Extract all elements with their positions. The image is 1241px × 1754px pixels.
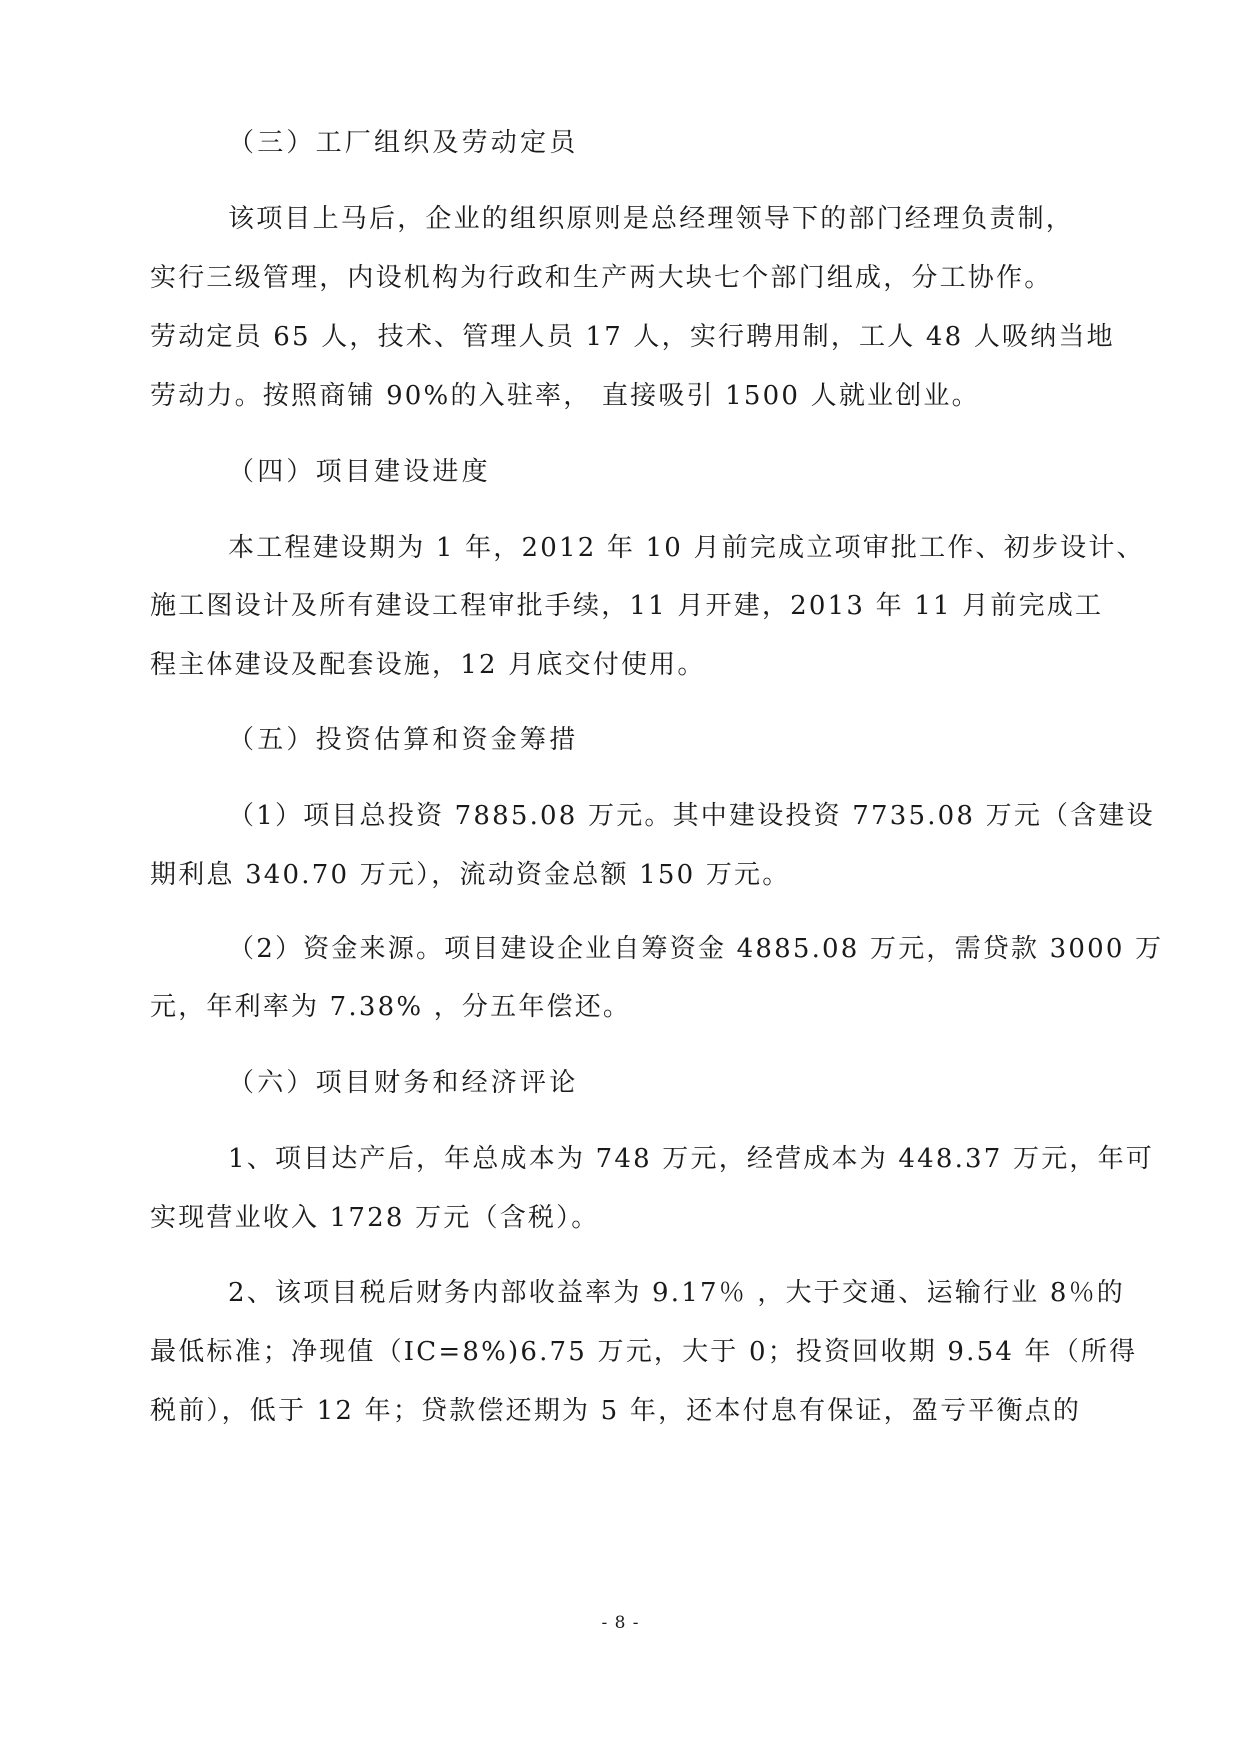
section-heading-investment: （五）投资估算和资金筹措 (228, 725, 579, 755)
page-number: - 8 - (601, 1613, 640, 1633)
paragraph-line: 施工图设计及所有建设工程审批手续，11 月开建，2013 年 11 月前完成工 (150, 591, 1104, 621)
paragraph-line: （2）资金来源。项目建设企业自筹资金 4885.08 万元，需贷款 3000 万 (228, 934, 1164, 964)
paragraph-line: 元，年利率为 7.38% ，分五年偿还。 (150, 992, 632, 1022)
section-heading-factory-organization: （三）工厂组织及劳动定员 (228, 128, 579, 158)
paragraph-line: （1）项目总投资 7885.08 万元。其中建设投资 7735.08 万元（含建设 (228, 801, 1155, 831)
paragraph-line: 程主体建设及配套设施，12 月底交付使用。 (150, 650, 706, 680)
paragraph-line: 该项目上马后，企业的组织原则是总经理领导下的部门经理负责制， (228, 204, 1075, 234)
paragraph-line: 本工程建设期为 1 年，2012 年 10 月前完成立项审批工作、初步设计、 (228, 533, 1145, 563)
paragraph-line: 实现营业收入 1728 万元（含税）。 (150, 1203, 600, 1233)
section-heading-construction-progress: （四）项目建设进度 (228, 457, 491, 487)
paragraph-line: 期利息 340.70 万元），流动资金总额 150 万元。 (150, 860, 791, 890)
paragraph-line: 2、该项目税后财务内部收益率为 9.17％ ，大于交通、运输行业 8％的 (228, 1278, 1125, 1308)
paragraph-line: 1、项目达产后，年总成本为 748 万元，经营成本为 448.37 万元，年可 (228, 1144, 1155, 1174)
section-heading-financial-evaluation: （六）项目财务和经济评论 (228, 1068, 579, 1098)
paragraph-line: 税前），低于 12 年；贷款偿还期为 5 年，还本付息有保证，盈亏平衡点的 (150, 1396, 1082, 1426)
paragraph-line: 实行三级管理，内设机构为行政和生产两大块七个部门组成，分工协作。 (150, 263, 1053, 293)
paragraph-line: 劳动力。按照商铺 90%的入驻率， 直接吸引 1500 人就业创业。 (150, 381, 980, 411)
paragraph-line: 劳动定员 65 人，技术、管理人员 17 人，实行聘用制，工人 48 人吸纳当地 (150, 322, 1115, 352)
paragraph-line: 最低标准；净现值（IC=8%)6.75 万元，大于 0；投资回收期 9.54 年（所得 (150, 1337, 1138, 1367)
